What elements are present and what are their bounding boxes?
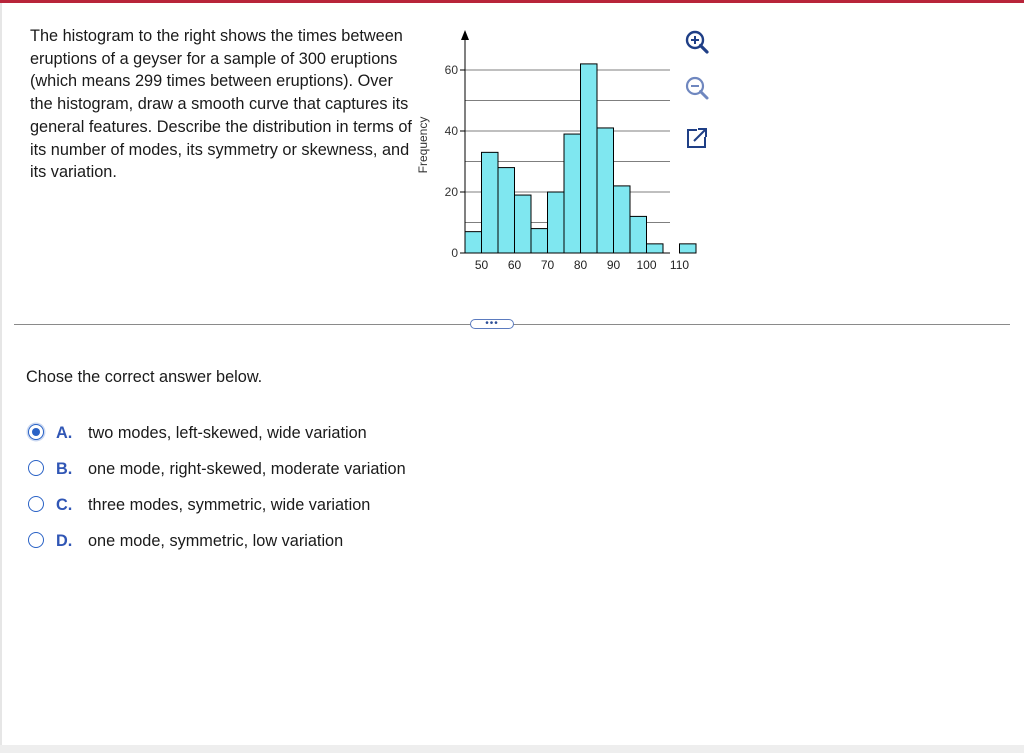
histogram-bar [630, 216, 647, 253]
option-letter: B. [56, 460, 73, 478]
x-tick-label: 90 [606, 258, 621, 272]
y-tick-label: 0 [451, 246, 458, 260]
option-letter: D. [56, 532, 73, 550]
bottom-bar [0, 745, 1024, 753]
option-letter: A. [56, 424, 73, 442]
y-axis-arrow [461, 30, 469, 40]
histogram-bar [597, 128, 614, 253]
radio-button[interactable] [28, 496, 44, 512]
more-button[interactable]: ••• [470, 319, 514, 329]
x-tick-label: 60 [507, 258, 522, 272]
x-tick-label: 100 [636, 258, 657, 272]
histogram-bar [564, 134, 581, 253]
histogram-bar [482, 152, 499, 253]
x-tick-label: 50 [474, 258, 489, 272]
top-accent-bar [0, 0, 1024, 3]
histogram-bar [515, 195, 532, 253]
question-text: The histogram to the right shows the times between eruptions of a geyser for a sample of 300 eruptions (which means 299 times between eruptions). Over the histogram, draw a smooth curve that captures its general features. Describe the distribution in terms of its number of modes, its symmetry or skewness, and its variation. [30, 27, 412, 182]
histogram-bar [498, 168, 515, 253]
left-border [0, 3, 2, 748]
histogram-bar [465, 232, 482, 253]
x-tick-label: 80 [573, 258, 588, 272]
option-text: one mode, symmetric, low variation [88, 532, 344, 550]
zoom-out-icon[interactable] [683, 74, 711, 102]
histogram-bar [680, 244, 697, 253]
x-tick-label: 110 [669, 258, 690, 272]
y-tick-label: 60 [444, 63, 458, 77]
histogram-bar [548, 192, 565, 253]
zoom-in-icon[interactable] [683, 28, 711, 56]
option-text: one mode, right-skewed, moderate variation [88, 460, 406, 478]
histogram-bar [614, 186, 631, 253]
y-axis-label: Frequency [416, 116, 430, 174]
popout-icon[interactable] [683, 124, 711, 152]
histogram-chart [405, 20, 690, 280]
radio-button[interactable] [28, 424, 44, 440]
option-text: two modes, left-skewed, wide variation [88, 424, 367, 442]
y-tick-label: 20 [444, 185, 458, 199]
option-letter: C. [56, 496, 73, 514]
histogram-bar [531, 229, 548, 253]
histogram-bar [647, 244, 664, 253]
x-tick-label: 70 [540, 258, 555, 272]
answer-prompt: Chose the correct answer below. [26, 368, 263, 386]
radio-button[interactable] [28, 532, 44, 548]
radio-button[interactable] [28, 460, 44, 476]
y-tick-label: 40 [444, 124, 458, 138]
histogram-bar [581, 64, 598, 253]
option-text: three modes, symmetric, wide variation [88, 496, 371, 514]
